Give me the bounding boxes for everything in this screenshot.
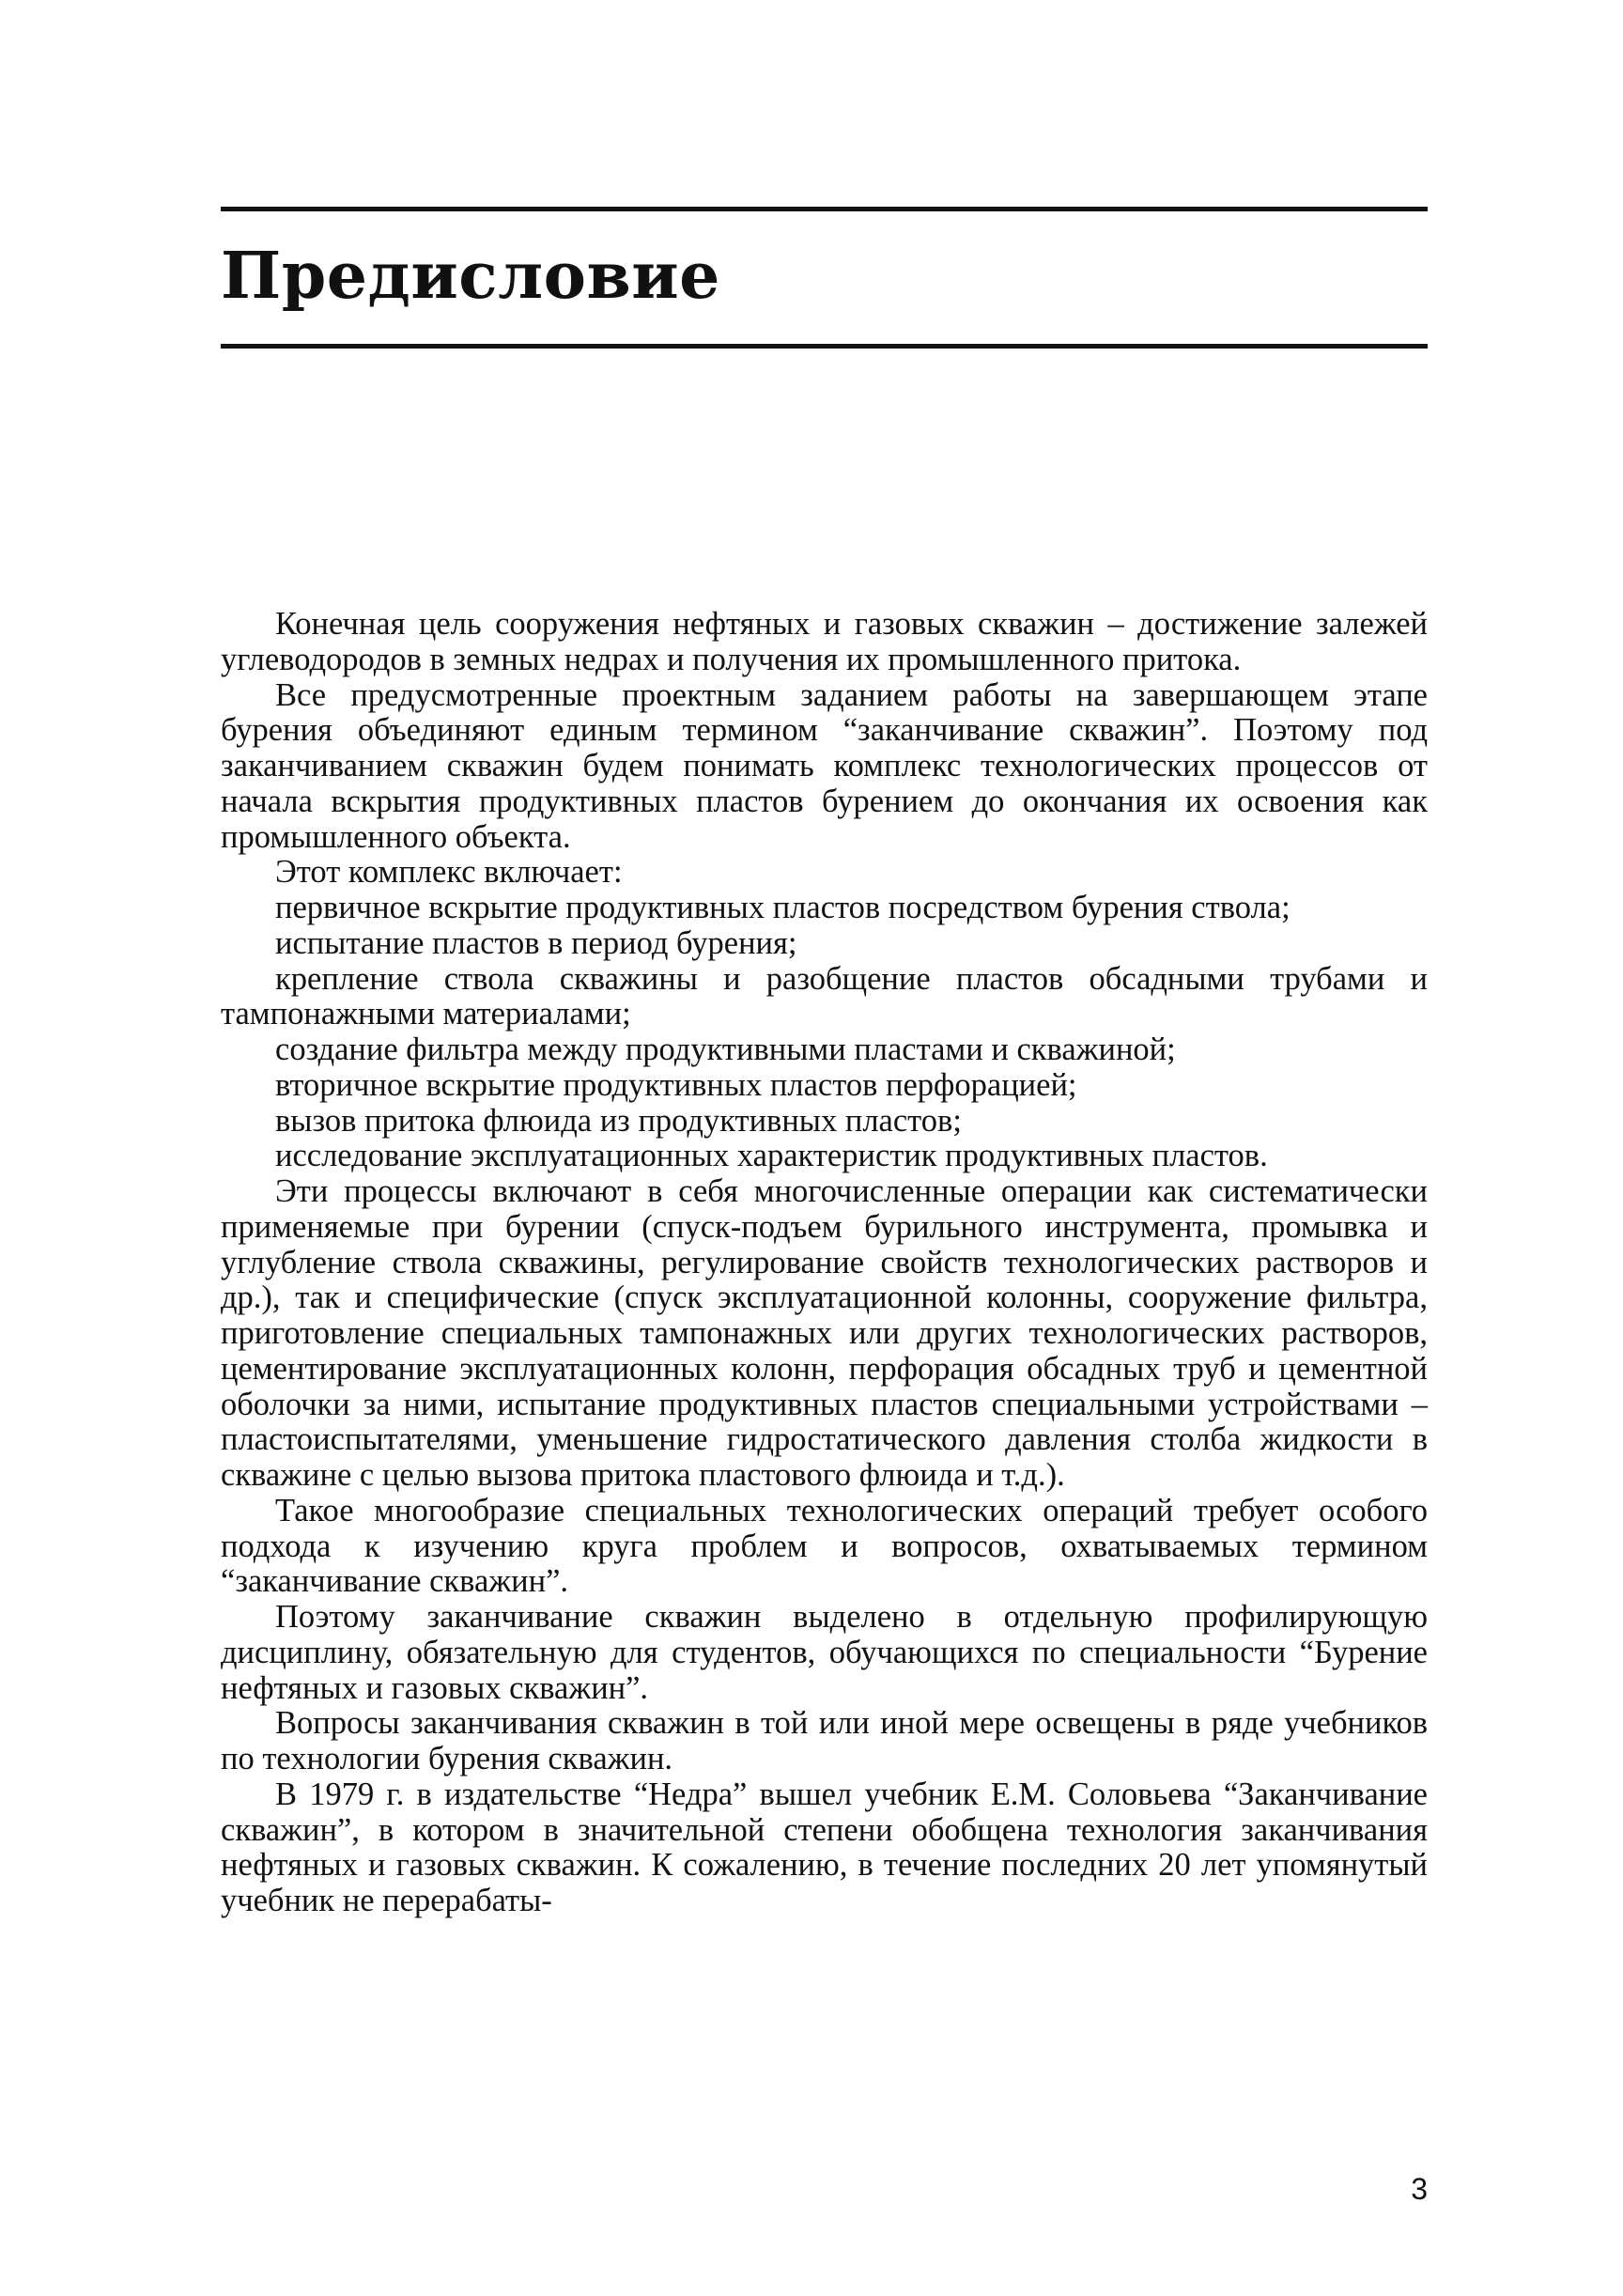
list-item-inflow: вызов притока флюида из продуктивных пластов; — [275, 1102, 962, 1139]
body-text — [221, 607, 1428, 1919]
list-item-research: исследование эксплуатационных характеристик продуктивных пластов. — [275, 1138, 1268, 1174]
list-item-casing: крепление ствола скважины и разобщение пластов обсадными трубами и тампонажными материалами; — [221, 960, 1428, 1032]
paragraph-complex-intro: Этот комплекс включает: — [275, 854, 623, 891]
paragraph-operations: Эти процессы включают в себя многочисленные операции как систематически применяемые при бурении (спуск-подъем бурильного инструмента, промывка и углубление ствола скважины, регулирование свойств технологических растворов и др.), так и специфические (спуск эксплуатационной колонны, сооружение фильтра, приготовление специальных тампонажных или других технологических растворов, цементирование эксплуатационных колонн, перфорация обсадных труб и цементной оболочки за ними, испытание продуктивных пластов специальными устройствами – пластоиспытателями, уменьшение гидростатического давления столба жидкости в скважине с целью вызова притока пластового флюида и т.д.). — [221, 1173, 1428, 1493]
paragraph-goal: Конечная цель сооружения нефтяных и газовых скважин – достижение залежей углеводородов в земных недрах и получения их промышленного притока. — [221, 606, 1428, 677]
list-item-filter: создание фильтра между продуктивными пластами и скважиной; — [275, 1032, 1176, 1067]
paragraph-1979-textbook: В 1979 г. в издательстве “Недра” вышел учебник Е.М. Соловьева “Заканчивание скважин”, в котором в значительной степени обобщена технология заканчивания нефтяных и газовых скважин. К сожалению, в течение последних 20 лет упомянутый учебник не перерабаты- — [221, 1776, 1428, 1918]
title-bottom-rule — [221, 344, 1428, 349]
paragraph-diversity: Такое многообразие специальных технологических операций требует особого подхода к изучению круга проблем и вопросов, охватываемых термином “заканчивание скважин”. — [221, 1492, 1428, 1600]
page-title: Предисловие — [221, 239, 720, 314]
list-item-perforation: вторичное вскрытие продуктивных пластов перфорацией; — [275, 1066, 1077, 1103]
paragraph-completion-definition: Все предусмотренные проектным заданием работы на завершающем этапе бурения объединяют единым термином “заканчивание скважин”. Поэтому под заканчиванием скважин будем понимать комплекс технологических процессов от начала вскрытия продуктивных пластов бурением до окончания их освоения как промышленного объекта. — [221, 676, 1428, 855]
title-top-rule — [221, 207, 1428, 211]
paragraph-textbooks: Вопросы заканчивания скважин в той или иной мере освещены в ряде учебников по технологии бурения скважин. — [221, 1705, 1428, 1776]
page-number: 3 — [1411, 2172, 1428, 2206]
list-item-primary-opening: первичное вскрытие продуктивных пластов посредством бурения ствола; — [275, 890, 1291, 925]
paragraph-discipline: Поэтому заканчивание скважин выделено в отдельную профилирующую дисциплину, обязательную для студентов, обучающихся по специальности “Бурение нефтяных и газовых скважин”. — [221, 1599, 1428, 1706]
list-item-formation-testing: испытание пластов в период бурения; — [275, 924, 797, 961]
